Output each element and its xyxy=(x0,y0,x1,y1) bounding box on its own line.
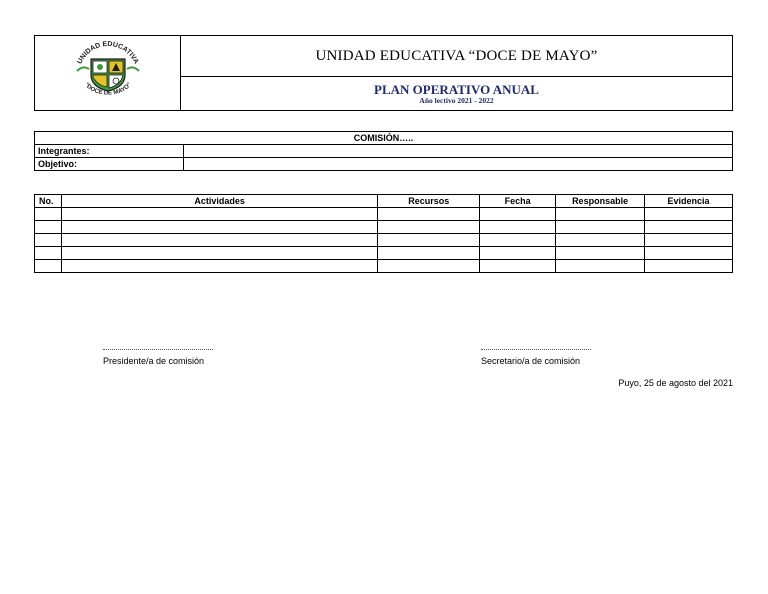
table-cell[interactable] xyxy=(556,221,645,234)
table-row xyxy=(35,221,733,234)
table-row xyxy=(35,260,733,273)
table-cell[interactable] xyxy=(61,221,377,234)
table-cell[interactable] xyxy=(61,208,377,221)
objetivo-label: Objetivo: xyxy=(35,158,184,171)
table-cell[interactable] xyxy=(35,221,62,234)
integrantes-field[interactable] xyxy=(184,145,733,158)
integrantes-label: Integrantes: xyxy=(35,145,184,158)
plan-title: PLAN OPERATIVO ANUAL xyxy=(374,81,539,97)
plan-cell xyxy=(181,77,733,111)
column-header-evidencia: Evidencia xyxy=(645,195,733,208)
table-cell[interactable] xyxy=(480,234,556,247)
president-signature-label: Presidente/a de comisión xyxy=(103,356,205,366)
table-row xyxy=(35,234,733,247)
table-cell[interactable] xyxy=(378,234,480,247)
column-header-fecha: Fecha xyxy=(480,195,556,208)
secretary-signature-label: Secretario/a de comisión xyxy=(481,356,581,366)
logo-cell xyxy=(35,36,181,111)
table-cell[interactable] xyxy=(645,221,733,234)
header-table xyxy=(34,35,733,111)
table-header-row xyxy=(35,195,733,208)
table-cell[interactable] xyxy=(556,247,645,260)
table-cell[interactable] xyxy=(61,247,377,260)
president-signature-line xyxy=(103,349,213,350)
table-cell[interactable] xyxy=(556,208,645,221)
table-cell[interactable] xyxy=(35,234,62,247)
table-cell[interactable] xyxy=(480,260,556,273)
objetivo-field[interactable] xyxy=(184,158,733,171)
comision-title: COMISIÓN….. xyxy=(35,132,733,145)
table-row xyxy=(35,247,733,260)
table-cell[interactable] xyxy=(645,247,733,260)
activities-table xyxy=(34,194,733,273)
institution-name: UNIDAD EDUCATIVA “DOCE DE MAYO” xyxy=(181,36,733,77)
column-header-actividades: Actividades xyxy=(61,195,377,208)
plan-subtitle: Año lectivo 2021 - 2022 xyxy=(419,95,494,105)
table-cell[interactable] xyxy=(645,234,733,247)
column-header-responsable: Responsable xyxy=(556,195,645,208)
table-cell[interactable] xyxy=(480,208,556,221)
logo-top-text: UNIDAD EDUCATIVA xyxy=(75,40,140,65)
table-cell[interactable] xyxy=(556,260,645,273)
table-row xyxy=(35,158,733,171)
column-header-no: No. xyxy=(35,195,62,208)
school-logo-icon xyxy=(69,41,147,101)
table-cell[interactable] xyxy=(61,260,377,273)
table-cell[interactable] xyxy=(35,260,62,273)
table-cell[interactable] xyxy=(35,247,62,260)
table-cell[interactable] xyxy=(61,234,377,247)
place-date: Puyo, 25 de agosto del 2021 xyxy=(618,378,733,388)
table-cell[interactable] xyxy=(645,260,733,273)
table-cell[interactable] xyxy=(556,234,645,247)
table-cell[interactable] xyxy=(480,221,556,234)
table-cell[interactable] xyxy=(480,247,556,260)
table-cell[interactable] xyxy=(378,247,480,260)
table-cell[interactable] xyxy=(378,221,480,234)
table-cell[interactable] xyxy=(645,208,733,221)
table-cell[interactable] xyxy=(378,260,480,273)
secretary-signature-line xyxy=(481,349,591,350)
column-header-recursos: Recursos xyxy=(378,195,480,208)
comision-table xyxy=(34,131,733,171)
table-cell[interactable] xyxy=(35,208,62,221)
logo-bottom-text: “DOCE DE MAYO” xyxy=(82,81,133,97)
table-row xyxy=(35,145,733,158)
table-row xyxy=(35,208,733,221)
table-cell[interactable] xyxy=(378,208,480,221)
